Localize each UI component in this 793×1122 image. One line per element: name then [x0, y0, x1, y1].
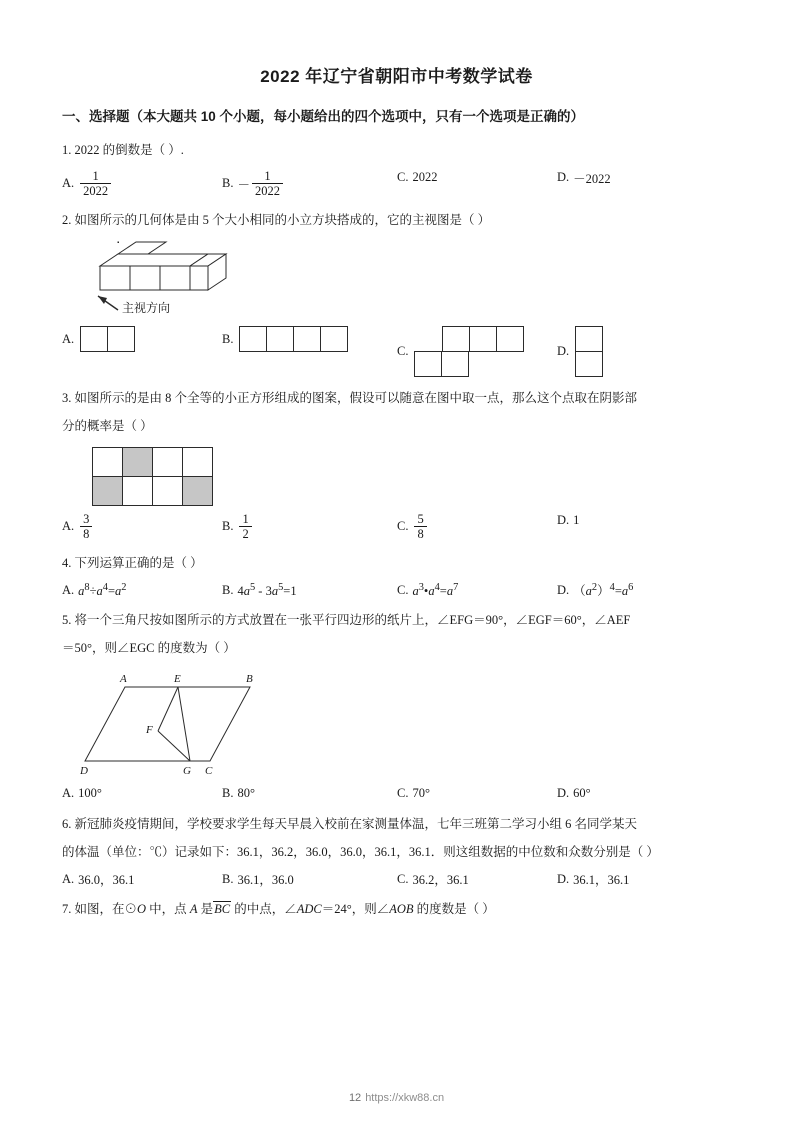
option-a-math: $a^8\div a^4=a^2$: [78, 581, 127, 598]
circle-center-label: O: [137, 902, 147, 917]
question-6-stem: 6. 新冠肺炎疫情期间，学校要求学生每天早晨入校前在家测量体温，七年三班第二学习小组 6 名同学某天: [62, 816, 638, 831]
question-7-stem-end: 的度数是（ ）: [413, 902, 495, 917]
option-a-label: A.: [62, 331, 75, 346]
option-c-label: C.: [397, 582, 409, 597]
question-7-stem-eq: ＝24°，则∠: [321, 902, 390, 917]
fraction-numerator: 1: [264, 168, 271, 183]
option-d-label: D.: [557, 513, 570, 528]
option-c-text: 36.2，36.1: [412, 873, 469, 888]
option-b-label: B.: [222, 519, 234, 534]
question-3-stem: 3. 如图所示的是由 8 个全等的小正方形组成的图案，假设可以随意在图中取一点，那么这个点取在阴影部: [62, 391, 638, 406]
option-d-label: D.: [557, 786, 570, 801]
option-d-label: D.: [557, 582, 570, 597]
option-b-label: B.: [222, 582, 234, 597]
option-d[interactable]: [557, 169, 717, 187]
question-5: [62, 609, 731, 803]
fraction-numerator: 5: [417, 511, 424, 526]
question-6: [62, 813, 731, 889]
question-5-stem: 5. 将一个三角尺按如图所示的方式放置在一张平行四边形的纸片上，∠EFG＝90°，∠EGF＝60°，∠AEF: [62, 613, 631, 628]
option-a[interactable]: [62, 169, 222, 199]
option-b[interactable]: [222, 512, 397, 542]
option-b-label: B.: [222, 176, 234, 191]
option-a[interactable]: [62, 581, 222, 599]
option-d[interactable]: [557, 870, 717, 888]
fraction-numerator: 1: [242, 511, 249, 526]
option-c-label: C.: [397, 786, 409, 801]
label-F: F: [146, 723, 153, 736]
option-c[interactable]: [397, 169, 557, 187]
question-6-stem-line2: 的体温（单位：℃）记录如下：36.1，36.2，36.0，36.0，36.1，36.1．则这组数据的中位数和众数分别是（ ）: [62, 844, 659, 859]
option-a[interactable]: [62, 785, 222, 803]
label-E: E: [174, 672, 181, 685]
fraction-numerator: 3: [83, 511, 90, 526]
page-footer: [0, 1092, 793, 1104]
question-3-figure: [80, 447, 731, 506]
option-c-shape: [414, 326, 524, 377]
question-7-stem-mid2: 是: [197, 902, 214, 917]
question-7-stem-post: 的中点，∠: [231, 902, 297, 917]
label-G: G: [183, 764, 191, 777]
question-7-stem: [62, 898, 731, 922]
option-d[interactable]: [557, 326, 717, 377]
page-title: 2022 年辽宁省朝阳市中考数学试卷: [260, 67, 533, 86]
option-b-fraction: [252, 169, 283, 199]
option-b-text: 36.1，36.0: [237, 873, 294, 888]
angle-adc-label: ADC: [296, 902, 322, 917]
option-a[interactable]: [62, 870, 222, 888]
option-d-text: －2022: [573, 171, 611, 186]
cube-solid-figure: [80, 240, 280, 320]
label-C: C: [205, 764, 213, 777]
question-2: [62, 209, 731, 378]
option-a[interactable]: [62, 326, 222, 352]
question-2-figure: [80, 240, 731, 320]
option-c-label: C.: [397, 871, 409, 886]
option-a-label: A.: [62, 519, 75, 534]
question-7-stem-pre: 7. 如图，在⊙: [62, 902, 138, 917]
option-b[interactable]: [222, 785, 397, 803]
label-B: B: [246, 672, 253, 685]
option-a-fraction: [80, 169, 111, 199]
option-c-text: 2022: [412, 170, 438, 185]
option-c[interactable]: [397, 512, 557, 542]
option-d-text: 1: [573, 513, 580, 528]
arc-bc-label: BC: [214, 902, 231, 917]
label-D: D: [80, 764, 88, 777]
option-a-text: 100°: [78, 786, 102, 801]
option-c[interactable]: [397, 326, 557, 377]
option-c-label: C.: [397, 519, 409, 534]
option-b[interactable]: [222, 326, 397, 352]
question-2-options: [62, 326, 731, 377]
option-a-label: A.: [62, 786, 75, 801]
question-1: [62, 139, 731, 199]
section-heading: 一、选择题（本大题共 10 个小题，每小题给出的四个选项中，只有一个选项是正确的）: [62, 109, 585, 124]
shaded-grid: [92, 447, 213, 506]
option-b[interactable]: [222, 169, 397, 199]
option-c[interactable]: [397, 870, 557, 888]
question-3-options: [62, 512, 731, 542]
option-b[interactable]: [222, 581, 397, 599]
option-d[interactable]: [557, 512, 717, 530]
parallelogram-figure: [80, 669, 290, 779]
question-4-stem: 4. 下列运算正确的是（ ）: [62, 555, 203, 570]
question-7: [62, 898, 731, 922]
option-b-label: B.: [222, 786, 234, 801]
question-7-stem-mid: 中，点: [146, 902, 190, 917]
option-c[interactable]: [397, 581, 557, 599]
option-b-shape: [239, 326, 348, 352]
question-1-stem: 1. 2022 的倒数是（ ）.: [62, 143, 184, 157]
option-a-label: A.: [62, 176, 75, 191]
option-c-fraction: [414, 512, 426, 542]
option-b-label: B.: [222, 871, 234, 886]
fraction-denominator: 2: [239, 526, 251, 541]
question-5-stem-line2: ＝50°，则∠EGC 的度数为（ ）: [62, 641, 236, 655]
option-c-label: C.: [397, 344, 409, 359]
page-number: 12: [348, 1092, 362, 1104]
fraction-denominator: 2022: [252, 183, 283, 198]
question-4-options: [62, 581, 731, 599]
question-2-stem: 2. 如图所示的几何体是由 5 个大小相同的小立方块搭成的，它的主视图是（ ）: [62, 212, 491, 227]
view-direction-label: 主视方向: [122, 301, 171, 316]
minus-sign: －: [237, 177, 250, 192]
option-a[interactable]: [62, 512, 222, 542]
fraction-denominator: 8: [80, 526, 92, 541]
option-d-math: $(a^2)^4=a^6$: [573, 582, 634, 599]
option-d-label: D.: [557, 871, 570, 886]
question-1-options: [62, 169, 731, 199]
question-3: [62, 387, 731, 541]
option-c-text: 70°: [412, 786, 430, 801]
question-4: [62, 552, 731, 600]
option-c-label: C.: [397, 170, 409, 185]
option-c[interactable]: [397, 785, 557, 803]
label-A: A: [120, 672, 127, 685]
question-6-options: [62, 870, 731, 888]
option-b-math: $4a^5 - 3a^5=1$: [237, 581, 297, 598]
fraction-denominator: 2022: [80, 183, 111, 198]
option-a-shape: [80, 326, 135, 352]
angle-aob-label: AOB: [389, 902, 414, 917]
option-d-shape: [575, 326, 603, 377]
option-b-fraction: [239, 512, 251, 542]
question-3-stem-line2: 分的概率是（ ）: [62, 419, 153, 433]
option-d-text: 36.1，36.1: [573, 873, 630, 888]
option-a-fraction: [80, 512, 92, 542]
option-d[interactable]: [557, 581, 717, 599]
question-5-options: [62, 785, 731, 803]
option-b-text: 80°: [237, 786, 255, 801]
watermark-url: https://xkw88.cn: [365, 1092, 445, 1104]
fraction-numerator: 1: [92, 168, 99, 183]
option-a-label: A.: [62, 582, 75, 597]
option-b-label: B.: [222, 331, 234, 346]
option-a-label: A.: [62, 871, 75, 886]
option-c-math: $a^3•a^4=a^7$: [412, 581, 459, 598]
option-b[interactable]: [222, 870, 397, 888]
option-a-text: 36.0，36.1: [78, 873, 135, 888]
option-d-label: D.: [557, 170, 570, 185]
option-d[interactable]: [557, 785, 717, 803]
point-a-label: A: [189, 902, 198, 917]
question-5-figure: [80, 669, 731, 779]
fraction-denominator: 8: [414, 526, 426, 541]
option-d-text: 60°: [573, 786, 591, 801]
option-d-label: D.: [557, 344, 570, 359]
